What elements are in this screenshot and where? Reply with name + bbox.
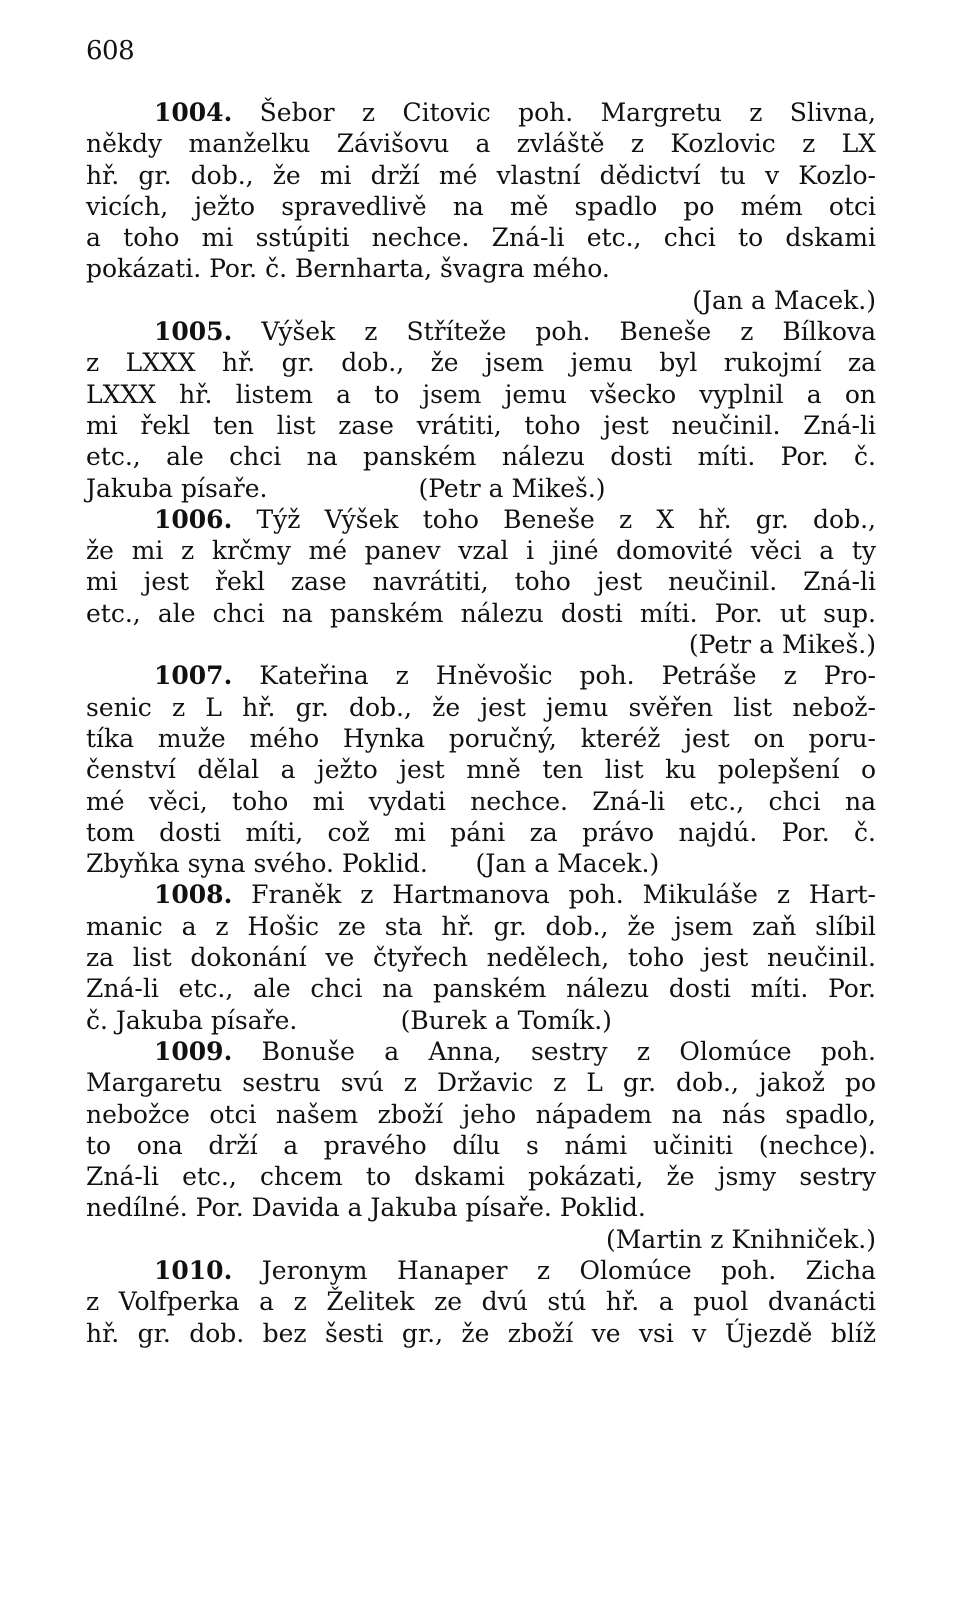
page-number: 608: [86, 36, 135, 66]
text-line: [86, 754, 876, 785]
entry-number: 1005.: [154, 317, 233, 347]
text-line: [86, 1067, 876, 1098]
entry-number: 1010.: [154, 1255, 233, 1285]
line-text: nebožce otci našem zboží jeho nápadem na nás spadlo,: [86, 1099, 876, 1129]
text-line: [86, 316, 876, 347]
line-text: č. Jakuba písaře. (Burek a Tomík.): [86, 1005, 612, 1035]
line-text: pokázati. Por. č. Bernharta, švagra mého.: [86, 254, 610, 284]
body-text: [86, 97, 876, 1349]
line-text: Jakuba písaře. (Petr a Mikeš.): [86, 473, 606, 503]
line-text: to ona drží a pravého dílu s námi učiniti (nechce).: [86, 1130, 876, 1160]
text-line: [86, 911, 876, 942]
text-line: [86, 1286, 876, 1317]
text-line: [86, 879, 876, 910]
line-text: tíka muže mého Hynka poručný, kteréž jest on poru-: [86, 723, 876, 753]
text-line: [86, 504, 876, 535]
text-line: [86, 410, 876, 441]
line-text: vicích, ježto spravedlivě na mě spadlo po mém otci: [86, 191, 876, 221]
text-line: [86, 222, 876, 253]
text-line: [86, 97, 876, 128]
line-text: hř. gr. dob. bez šesti gr., že zboží ve vsi v Újezdě blíž: [86, 1318, 876, 1348]
line-text: Šebor z Citovic poh. Margretu z Slivna,: [232, 98, 876, 127]
entry-number: 1006.: [154, 504, 233, 534]
line-text: hř. gr. dob., že mi drží mé vlastní dědictví tu v Kozlo-: [86, 160, 876, 190]
line-text: LXXX hř. listem a to jsem jemu všecko vyplnil a on: [86, 379, 876, 409]
line-text: (Jan a Macek.): [692, 285, 876, 315]
line-text: nedílné. Por. Davida a Jakuba písaře. Poklid.: [86, 1193, 646, 1223]
line-text: Bonuše a Anna, sestry z Olomúce poh.: [232, 1036, 876, 1066]
line-text: někdy manželku Závišovu a zvláště z Kozlovic z LX: [86, 129, 876, 159]
text-line: [86, 848, 876, 879]
text-line: [86, 191, 876, 222]
line-text: Týž Výšek toho Beneše z X hř. gr. dob.,: [232, 504, 876, 534]
text-line: [86, 566, 876, 597]
line-text: etc., ale chci na panském nálezu dosti míti. Por. ut sup.: [86, 598, 876, 628]
text-line: [86, 473, 876, 504]
line-text: Kateřina z Hněvošic poh. Petráše z Pro-: [232, 661, 876, 691]
text-line: [86, 1099, 876, 1130]
text-line: [86, 1224, 876, 1255]
text-line: [86, 598, 876, 629]
line-text: čenství dělal a ježto jest mně ten list ku polepšení o: [86, 755, 876, 785]
line-text: etc., ale chci na panském nálezu dosti míti. Por. č.: [86, 442, 876, 472]
text-line: [86, 253, 876, 284]
text-line: [86, 786, 876, 817]
entry-number: 1008.: [154, 880, 233, 910]
text-line: [86, 1036, 876, 1067]
line-text: Jeronym Hanaper z Olomúce poh. Zicha: [232, 1255, 876, 1285]
line-text: že mi z krčmy mé panev vzal i jiné domovité věci a ty: [86, 536, 876, 566]
line-text: Zná-li etc., chcem to dskami pokázati, že jsmy sestry: [86, 1162, 876, 1192]
text-line: [86, 160, 876, 191]
text-line: [86, 1318, 876, 1349]
text-line: [86, 1255, 876, 1286]
line-text: senic z L hř. gr. dob., že jest jemu svěřen list nebož-: [86, 692, 876, 722]
line-text: Výšek z Stříteže poh. Beneše z Bílkova: [232, 317, 876, 347]
line-text: z Volfperka a z Želitek ze dvú stú hř. a puol dvanácti: [86, 1287, 876, 1317]
text-line: [86, 973, 876, 1004]
line-text: Zná-li etc., ale chci na panském nálezu dosti míti. Por.: [86, 974, 876, 1004]
text-line: [86, 535, 876, 566]
text-line: [86, 723, 876, 754]
line-text: manic a z Hošic ze sta hř. gr. dob., že jsem zaň slíbil: [86, 911, 876, 941]
text-line: [86, 817, 876, 848]
entry-number: 1009.: [154, 1036, 233, 1066]
text-line: [86, 1130, 876, 1161]
line-text: a toho mi sstúpiti nechce. Zná-li etc., chci to dskami: [86, 223, 876, 253]
text-line: [86, 660, 876, 691]
text-line: [86, 441, 876, 472]
text-line: [86, 692, 876, 723]
line-text: mé věci, toho mi vydati nechce. Zná-li etc., chci na: [86, 786, 876, 816]
text-line: [86, 942, 876, 973]
text-line: [86, 1161, 876, 1192]
line-text: Zbyňka syna svého. Poklid. (Jan a Macek.): [86, 849, 660, 879]
text-line: [86, 1192, 876, 1223]
line-text: Franěk z Hartmanova poh. Mikuláše z Hart-: [232, 880, 876, 910]
text-line: [86, 1005, 876, 1036]
line-text: z LXXX hř. gr. dob., že jsem jemu byl rukojmí za: [86, 348, 876, 378]
text-line: [86, 347, 876, 378]
line-text: tom dosti míti, což mi páni za právo najdú. Por. č.: [86, 817, 876, 847]
text-line: [86, 128, 876, 159]
line-text: mi řekl ten list zase vrátiti, toho jest neučinil. Zná-li: [86, 410, 876, 440]
entry-number: 1007.: [154, 661, 233, 691]
text-line: [86, 379, 876, 410]
line-text: za list dokonání ve čtyřech nedělech, toho jest neučinil.: [86, 943, 876, 973]
text-line: [86, 285, 876, 316]
line-text: mi jest řekl zase navrátiti, toho jest neučinil. Zná-li: [86, 567, 876, 597]
line-text: (Martin z Knihniček.): [605, 1224, 876, 1254]
text-line: [86, 629, 876, 660]
line-text: Margaretu sestru svú z Državic z L gr. dob., jakož po: [86, 1068, 876, 1098]
entry-number: 1004.: [154, 98, 233, 127]
line-text: (Petr a Mikeš.): [688, 630, 876, 660]
